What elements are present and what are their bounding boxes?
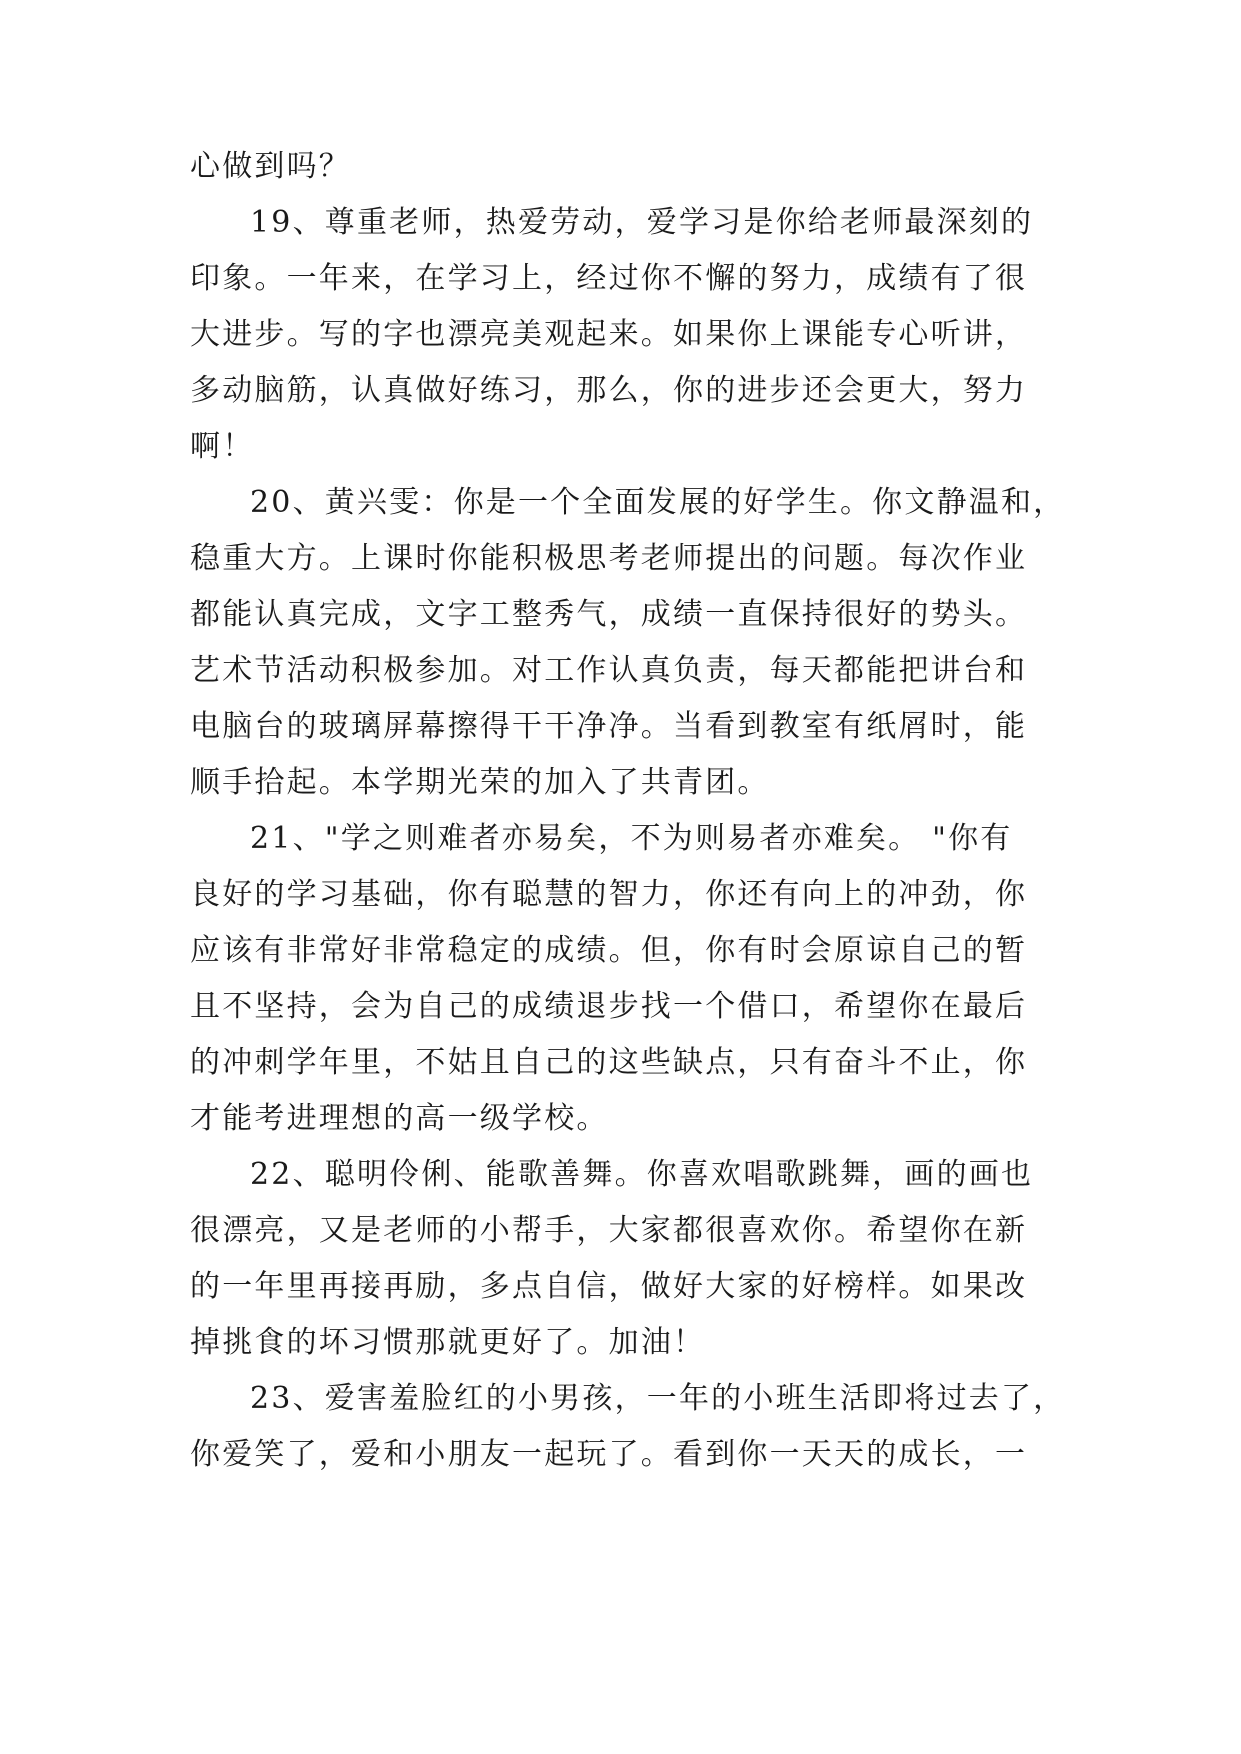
text-line: 你爱笑了，爱和小朋友一起玩了。看到你一天天的成长，一 (190, 1437, 1028, 1472)
text-line: 且不坚持，会为自己的成绩退步找一个借口，希望你在最后 (190, 989, 1028, 1024)
text-line: 顺手拾起。本学期光荣的加入了共青团。 (190, 765, 770, 800)
text-line: 都能认真完成，文字工整秀气，成绩一直保持很好的势头。 (190, 597, 1028, 632)
text-line: 应该有非常好非常稳定的成绩。但，你有时会原谅自己的暂 (190, 933, 1028, 968)
paragraph-19-start: 19、尊重老师，热爱劳动，爱学习是你给老师最深刻的 (250, 205, 1034, 240)
text-line: 大进步。写的字也漂亮美观起来。如果你上课能专心听讲， (190, 317, 1028, 352)
text-line: 电脑台的玻璃屏幕擦得干干净净。当看到教室有纸屑时，能 (190, 709, 1028, 744)
text-line: 很漂亮，又是老师的小帮手，大家都很喜欢你。希望你在新 (190, 1213, 1028, 1248)
text-line: 稳重大方。上课时你能积极思考老师提出的问题。每次作业 (190, 541, 1028, 576)
text-line: 的一年里再接再励，多点自信，做好大家的好榜样。如果改 (190, 1269, 1028, 1304)
text-line: 心做到吗？ (190, 149, 351, 184)
text-line: 才能考进理想的高一级学校。 (190, 1101, 609, 1136)
text-line: 多动脑筋，认真做好练习，那么，你的进步还会更大，努力 (190, 373, 1028, 408)
text-line: 良好的学习基础，你有聪慧的智力，你还有向上的冲劲，你 (190, 877, 1028, 912)
paragraph-20-start: 20、黄兴雯：你是一个全面发展的好学生。你文静温和， (250, 485, 1066, 520)
text-line: 艺术节活动积极参加。对工作认真负责，每天都能把讲台和 (190, 653, 1028, 688)
text-line: 的冲刺学年里，不姑且自己的这些缺点，只有奋斗不止，你 (190, 1045, 1028, 1080)
paragraph-23-start: 23、爱害羞脸红的小男孩，一年的小班生活即将过去了， (250, 1381, 1066, 1416)
text-line: 印象。一年来，在学习上，经过你不懈的努力，成绩有了很 (190, 261, 1028, 296)
paragraph-22-start: 22、聪明伶俐、能歌善舞。你喜欢唱歌跳舞，画的画也 (250, 1157, 1034, 1192)
text-line: 掉挑食的坏习惯那就更好了。加油！ (190, 1325, 706, 1360)
text-line: 啊！ (190, 429, 255, 464)
paragraph-21-start: 21、"学之则难者亦易矣，不为则易者亦难矣。 "你有 (250, 821, 1013, 856)
